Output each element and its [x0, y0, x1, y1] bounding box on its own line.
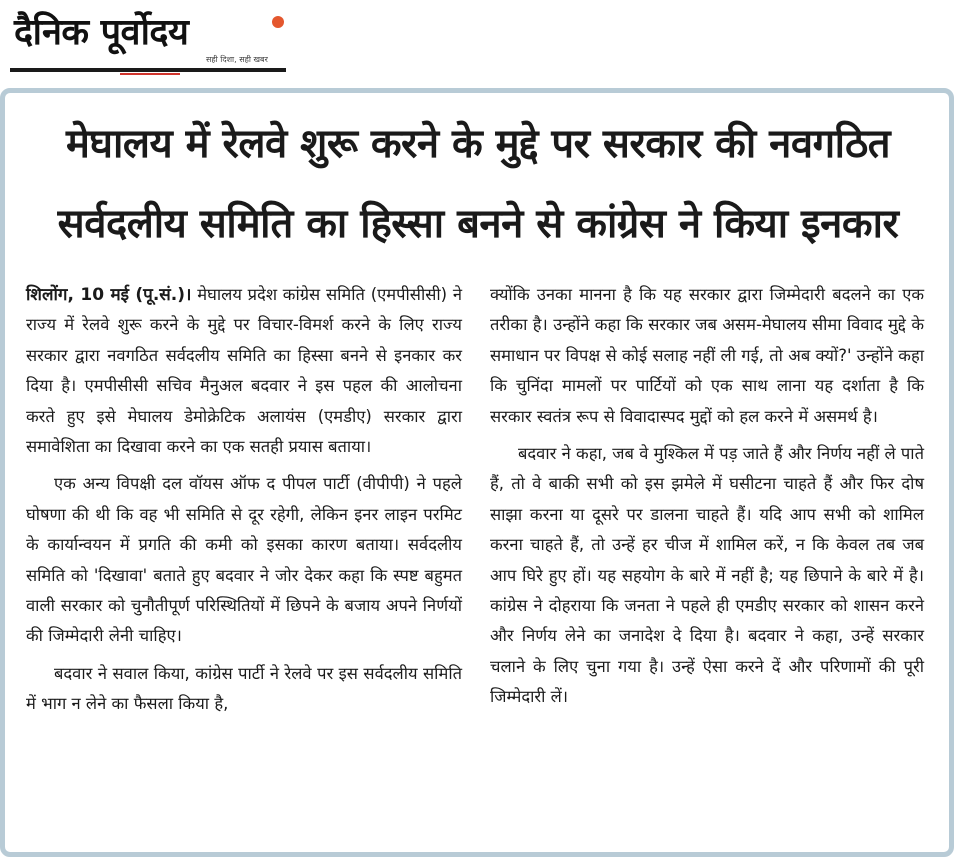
- headline-line-2: सर्वदलीय समिति का हिस्सा बनने से कांग्रेस ने किया इनकार: [57, 201, 899, 247]
- masthead-logo-title: दैनिक पूर्वोदय: [14, 12, 189, 53]
- headline-line-1: मेघालय में रेलवे शुरू करने के मुद्दे पर सरकार की नवगठित: [65, 121, 891, 167]
- article-headline: [18, 104, 938, 264]
- masthead-rule: [10, 68, 286, 72]
- article-paragraph: [26, 280, 462, 462]
- article-paragraph: बदवार ने कहा, जब वे मुश्किल में पड़ जाते हैं और निर्णय नहीं ले पाते हैं, तो वे बाकी सभी को इस झमेले में घसीटना चाहते हैं और फिर दोष साझा करना या दूसरे पर डालना चाहते हैं। यदि आप सभी को शामिल करना चाहते हैं, तो उन्हें हर चीज में शामिल करें, न कि केवल तब जब आप घिरे हुए हों। यह सहयोग के बारे में नहीं है; यह छिपाने के बारे में है। कांग्रेस ने दोहराया कि जनता ने पहले ही एमडीए सरकार को शासन करने और निर्णय लेने का जनादेश दे दिया है। बदवार ने कहा, उन्हें सरकार चलाने के लिए चुना गया है। उन्हें ऐसा करने दें और परिणामों की पूरी जिम्मेदारी लें।: [490, 444, 924, 707]
- paragraph-text: मेघालय प्रदेश कांग्रेस समिति (एमपीसीसी) ने राज्य में रेलवे शुरू करने के मुद्दे पर विचार-विमर्श करने के लिए राज्य सरकार द्वारा नवगठित सर्वदलीय समिति का हिस्सा बनने से इनकार कर दिया है। एमपीसीसी सचिव मैनुअल बदवार ने इस पहल की आलोचना करते हुए इसे मेघालय डेमोक्रेटिक अलायंस (एमडीए) सरकार द्वारा समावेशिता का दिखावा करने का एक सतही प्रयास बताया।: [26, 285, 462, 457]
- article-paragraph: एक अन्य विपक्षी दल वॉयस ऑफ द पीपल पार्टी (वीपीपी) ने पहले घोषणा की थी कि वह भी समिति से दूर रहेगी, लेकिन इनर लाइन परमिट के कार्यान्वयन में प्रगति की कमी को इसका कारण बताया। सर्वदलीय समिति को 'दिखावा' बताते हुए बदवार ने जोर देकर कहा कि स्पष्ट बहुमत वाली सरकार को चुनौतीपूर्ण परिस्थितियों में छिपने के बजाय अपने निर्णयों की जिम्मेदारी लेनी चाहिए।: [26, 474, 462, 646]
- article-paragraph: बदवार ने सवाल किया, कांग्रेस पार्टी ने रेलवे पर इस सर्वदलीय समिति में भाग न लेने का फैसला किया है,: [26, 663, 462, 714]
- masthead-subrule: [120, 73, 180, 75]
- dateline: शिलोंग, 10 मई (पू.सं.)।: [26, 285, 192, 305]
- article-paragraph: क्योंकि उनका मानना है कि यह सरकार द्वारा जिम्मेदारी बदलने का एक तरीका है। उन्होंने कहा कि सरकार जब असम-मेघालय सीमा विवाद मुद्दे के समाधान पर विपक्ष से कोई सलाह नहीं ली गई, तो अब क्यों?' उन्होंने कहा कि चुनिंदा मामलों पर पार्टियों को एक साथ लाना यह दर्शाता है कि सरकार स्वतंत्र रूप से विवादास्पद मुद्दों को हल करने में असमर्थ है।: [490, 285, 924, 426]
- masthead: [10, 6, 286, 76]
- masthead-dot-icon: [272, 16, 284, 28]
- article-column-right: [490, 280, 924, 713]
- article-column-left: [26, 280, 462, 720]
- masthead-tagline: सही दिशा, सही खबर: [206, 55, 268, 64]
